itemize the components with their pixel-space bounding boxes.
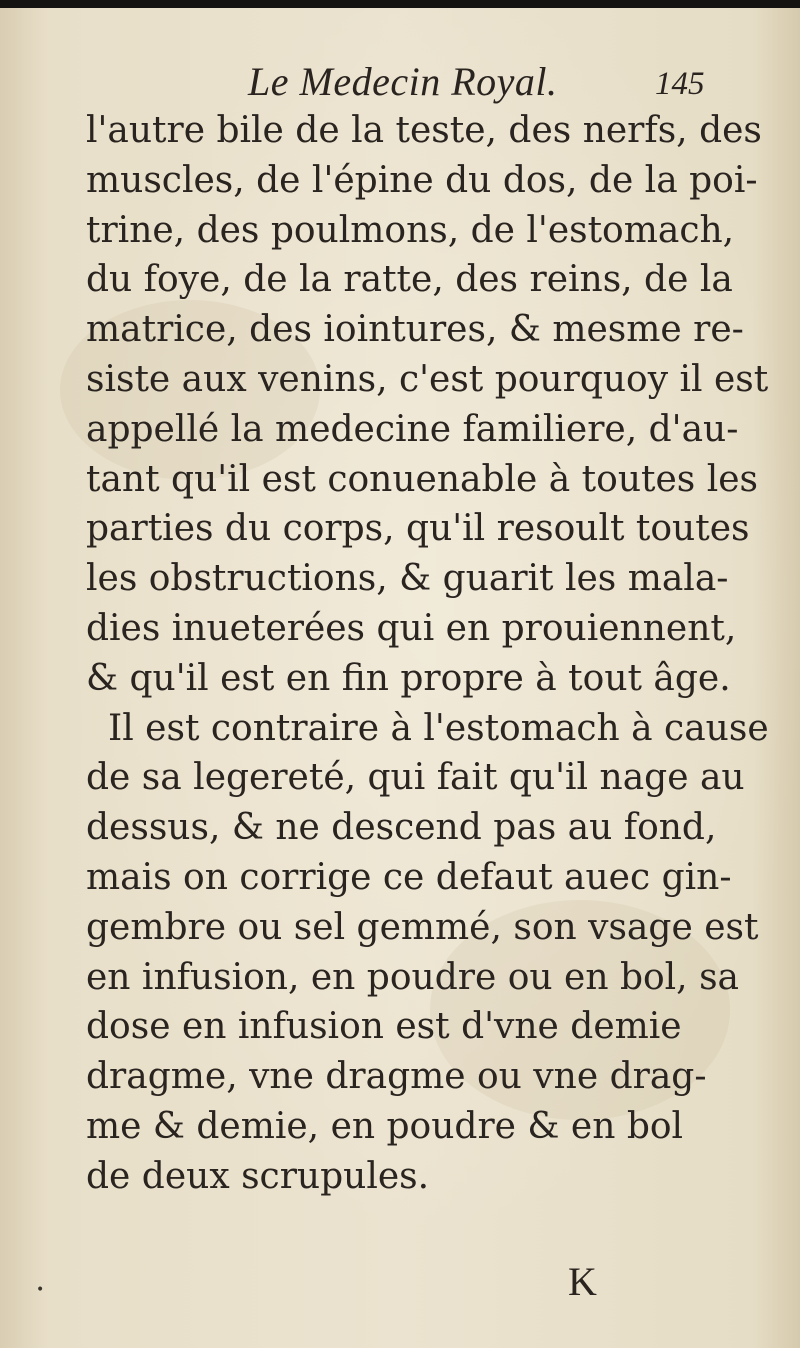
- text-line: de deux scrupules.: [86, 1155, 430, 1197]
- text-line: muscles, de l'épine du dos, de la poi-: [86, 159, 758, 201]
- page-top-edge: [0, 0, 800, 8]
- running-title: Le Medecin Royal.: [248, 59, 558, 104]
- text-line: mais on corrige ce defaut auec gin-: [86, 856, 732, 898]
- text-line: dies inueterées qui en prouiennent,: [86, 607, 737, 649]
- text-line: les obstructions, & guarit les mala-: [86, 558, 729, 600]
- text-line: dose en infusion est d'vne demie: [86, 1006, 682, 1048]
- text-line: gembre ou sel gemmé, son vsage est: [86, 906, 759, 948]
- text-line: parties du corps, qu'il resoult toutes: [86, 508, 750, 550]
- body-text: [86, 106, 769, 1202]
- text-line: trine, des poulmons, de l'estomach,: [86, 209, 735, 251]
- text-line: & qu'il est en fin propre à tout âge.: [86, 657, 731, 699]
- text-line: siste aux venins, c'est pourquoy il est: [86, 358, 769, 400]
- signature-mark: K: [568, 1259, 597, 1304]
- text-line: dessus, & ne descend pas au fond,: [86, 807, 717, 849]
- text-line: me & demie, en poudre & en bol: [86, 1105, 684, 1147]
- margin-mark: •: [36, 1282, 45, 1298]
- text-line: de sa legereté, qui fait qu'il nage au: [86, 757, 745, 799]
- text-line: en infusion, en poudre ou en bol, sa: [86, 956, 740, 998]
- text-line: matrice, des iointures, & mesme re-: [86, 309, 744, 351]
- paragraph-start-line: Il est contraire à l'estomach à cause: [108, 707, 769, 749]
- text-line: dragme, vne dragme ou vne drag-: [86, 1056, 707, 1098]
- page-number: 145: [655, 66, 705, 102]
- text-line: l'autre bile de la teste, des nerfs, des: [86, 110, 762, 151]
- text-line: du foye, de la ratte, des reins, de la: [86, 259, 733, 301]
- text-line: appellé la medecine familiere, d'au-: [86, 408, 739, 450]
- page-header: [0, 50, 800, 110]
- text-line: tant qu'il est conuenable à toutes les: [86, 458, 758, 500]
